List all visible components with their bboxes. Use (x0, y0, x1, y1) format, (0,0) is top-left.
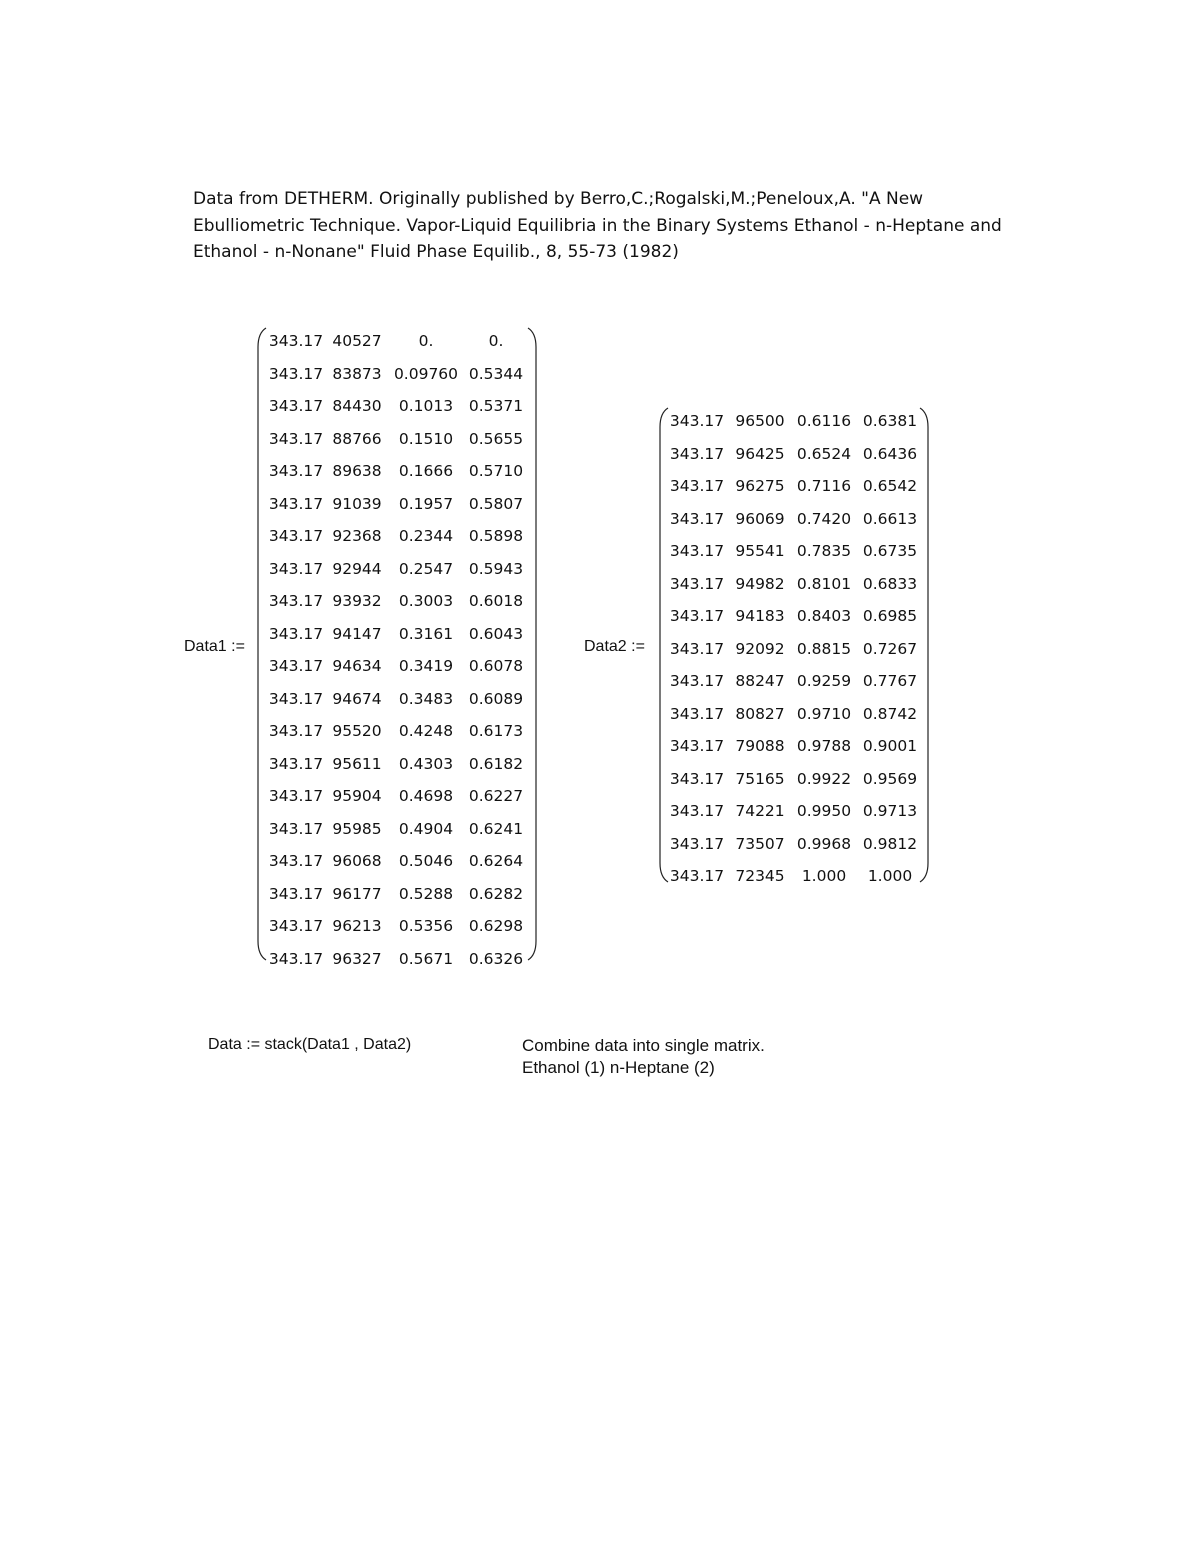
matrix-cell: 0.5046 (398, 852, 454, 871)
matrix-row (668, 763, 926, 796)
matrix-cell: 343.17 (268, 787, 324, 806)
matrix-cell: 94147 (332, 624, 382, 643)
matrix-cell: 0.5710 (468, 462, 524, 481)
matrix-row (267, 845, 529, 878)
matrix-cell: 0.6043 (468, 624, 524, 643)
matrix-cell: 96500 (735, 412, 785, 431)
matrix-cell: 343.17 (268, 527, 324, 546)
matrix-cell: 0.5344 (468, 364, 524, 383)
matrix-cell: 92092 (735, 639, 785, 658)
matrix-cell: 0.2344 (398, 527, 454, 546)
matrix-cell: 343.17 (268, 819, 324, 838)
matrix-cell: 0.9001 (862, 737, 918, 756)
matrix-cell: 94183 (735, 607, 785, 626)
matrix-cell: 0.9259 (796, 672, 852, 691)
matrix-row (668, 795, 926, 828)
matrix-cell: 0.6524 (796, 444, 852, 463)
matrix-cell: 343.17 (669, 867, 725, 886)
matrix-cell: 343.17 (669, 802, 725, 821)
matrix-cell: 0.5288 (398, 884, 454, 903)
matrix-cell: 0.5671 (398, 949, 454, 968)
matrix-cell: 96213 (332, 917, 382, 936)
matrix-cell: 343.17 (268, 689, 324, 708)
matrix-cell: 40527 (332, 332, 382, 351)
citation-line-3: Ethanol - n-Nonane" Fluid Phase Equilib., 8, 55-73 (1982) (193, 242, 679, 262)
matrix-cell: 94674 (332, 689, 382, 708)
matrix-cell: 343.17 (268, 429, 324, 448)
data1-matrix (256, 325, 538, 968)
matrix-cell: 343.17 (268, 722, 324, 741)
data2-label: Data2 := (584, 638, 645, 655)
matrix-cell: 0.9812 (862, 834, 918, 853)
matrix-row (267, 358, 529, 391)
matrix-cell: 343.17 (669, 509, 725, 528)
matrix-cell: 0.9710 (796, 704, 852, 723)
matrix-cell: 0.6018 (468, 592, 524, 611)
matrix-cell: 0.9950 (796, 802, 852, 821)
matrix-cell: 0.6173 (468, 722, 524, 741)
matrix-cell: 343.17 (669, 672, 725, 691)
citation-line-2: Ebulliometric Technique. Vapor-Liquid Equilibria in the Binary Systems Ethanol - n-Heptane and (193, 215, 1002, 236)
matrix-cell: 95541 (735, 542, 785, 561)
matrix-row (267, 488, 529, 521)
matrix-row (267, 748, 529, 781)
matrix-cell: 0.6381 (862, 412, 918, 431)
matrix-cell: 1.000 (801, 867, 847, 886)
matrix-cell: 92944 (332, 559, 382, 578)
matrix-cell: 0.6264 (468, 852, 524, 871)
matrix-cell: 0.5655 (468, 429, 524, 448)
data2-table (668, 405, 926, 893)
matrix-cell: 0.6182 (468, 754, 524, 773)
matrix-row (668, 470, 926, 503)
matrix-row (668, 828, 926, 861)
comment-line-2: Ethanol (1) n-Heptane (2) (522, 1058, 715, 1077)
matrix-cell: 0.6985 (862, 607, 918, 626)
matrix-cell: 0.9569 (862, 769, 918, 788)
matrix-cell: 0.09760 (393, 364, 459, 383)
matrix-cell: 343.17 (268, 884, 324, 903)
matrix-cell: 343.17 (669, 639, 725, 658)
matrix-row (267, 455, 529, 488)
matrix-cell: 0.6542 (862, 477, 918, 496)
matrix-row (267, 650, 529, 683)
matrix-cell: 0.7420 (796, 509, 852, 528)
matrix-cell: 0.7267 (862, 639, 918, 658)
matrix-cell: 0.6227 (468, 787, 524, 806)
matrix-cell: 72345 (735, 867, 785, 886)
matrix-cell: 0.1510 (398, 429, 454, 448)
matrix-cell: 96425 (735, 444, 785, 463)
citation-text (193, 186, 1002, 266)
matrix-cell: 343.17 (268, 949, 324, 968)
matrix-cell: 343.17 (669, 412, 725, 431)
data2-matrix (658, 405, 930, 885)
matrix-cell: 88766 (332, 429, 382, 448)
matrix-cell: 343.17 (268, 364, 324, 383)
matrix-row (267, 780, 529, 813)
matrix-row (267, 390, 529, 423)
matrix-cell: 96069 (735, 509, 785, 528)
matrix-cell: 83873 (332, 364, 382, 383)
matrix-cell: 79088 (735, 737, 785, 756)
matrix-cell: 0.3419 (398, 657, 454, 676)
matrix-cell: 343.17 (268, 624, 324, 643)
matrix-cell: 343.17 (268, 592, 324, 611)
matrix-cell: 0.8403 (796, 607, 852, 626)
matrix-cell: 0.6326 (468, 949, 524, 968)
matrix-cell: 0. (488, 332, 504, 351)
comment-line-1: Combine data into single matrix. (522, 1036, 765, 1055)
matrix-cell: 95611 (332, 754, 382, 773)
matrix-cell: 95904 (332, 787, 382, 806)
matrix-cell: 0. (418, 332, 434, 351)
matrix-cell: 92368 (332, 527, 382, 546)
matrix-row (668, 665, 926, 698)
matrix-cell: 75165 (735, 769, 785, 788)
matrix-row (668, 600, 926, 633)
matrix-row (668, 568, 926, 601)
matrix-row (267, 715, 529, 748)
matrix-cell: 0.4303 (398, 754, 454, 773)
matrix-cell: 343.17 (268, 332, 324, 351)
matrix-cell: 0.7116 (796, 477, 852, 496)
matrix-cell: 0.7835 (796, 542, 852, 561)
matrix-cell: 0.6735 (862, 542, 918, 561)
matrix-row (267, 943, 529, 976)
matrix-cell: 0.4248 (398, 722, 454, 741)
matrix-cell: 0.8815 (796, 639, 852, 658)
matrix-row (668, 698, 926, 731)
matrix-cell: 0.6089 (468, 689, 524, 708)
matrix-cell: 95985 (332, 819, 382, 838)
matrix-cell: 343.17 (268, 462, 324, 481)
matrix-row (668, 633, 926, 666)
matrix-cell: 343.17 (268, 559, 324, 578)
matrix-cell: 0.3483 (398, 689, 454, 708)
matrix-row (668, 730, 926, 763)
matrix-row (267, 553, 529, 586)
matrix-row (267, 520, 529, 553)
matrix-row (267, 878, 529, 911)
matrix-cell: 91039 (332, 494, 382, 513)
data1-table (267, 325, 529, 975)
matrix-cell: 95520 (332, 722, 382, 741)
matrix-cell: 0.8101 (796, 574, 852, 593)
matrix-cell: 94634 (332, 657, 382, 676)
matrix-cell: 0.6078 (468, 657, 524, 676)
matrix-cell: 343.17 (669, 769, 725, 788)
matrix-row (668, 438, 926, 471)
matrix-cell: 343.17 (669, 834, 725, 853)
matrix-cell: 89638 (332, 462, 382, 481)
matrix-cell: 0.9713 (862, 802, 918, 821)
data1-label: Data1 := (184, 638, 245, 655)
matrix-row (668, 860, 926, 893)
matrix-cell: 0.5356 (398, 917, 454, 936)
matrix-cell: 0.6436 (862, 444, 918, 463)
matrix-cell: 0.9968 (796, 834, 852, 853)
matrix-cell: 96177 (332, 884, 382, 903)
matrix-cell: 0.4698 (398, 787, 454, 806)
matrix-cell: 343.17 (268, 397, 324, 416)
matrix-cell: 93932 (332, 592, 382, 611)
matrix-cell: 0.9922 (796, 769, 852, 788)
matrix-cell: 96068 (332, 852, 382, 871)
matrix-cell: 96327 (332, 949, 382, 968)
matrix-cell: 0.8742 (862, 704, 918, 723)
comment-text (522, 1035, 765, 1079)
matrix-cell: 343.17 (268, 917, 324, 936)
matrix-cell: 0.1957 (398, 494, 454, 513)
matrix-cell: 343.17 (669, 444, 725, 463)
matrix-cell: 94982 (735, 574, 785, 593)
matrix-cell: 343.17 (669, 737, 725, 756)
matrix-cell: 343.17 (268, 754, 324, 773)
matrix-row (267, 910, 529, 943)
matrix-cell: 74221 (735, 802, 785, 821)
stack-formula: Data := stack(Data1 , Data2) (208, 1036, 412, 1053)
matrix-cell: 96275 (735, 477, 785, 496)
matrix-row (267, 423, 529, 456)
matrix-cell: 343.17 (268, 657, 324, 676)
matrix-cell: 0.9788 (796, 737, 852, 756)
matrix-cell: 0.5943 (468, 559, 524, 578)
matrix-cell: 343.17 (669, 477, 725, 496)
matrix-cell: 0.3161 (398, 624, 454, 643)
matrix-cell: 343.17 (669, 574, 725, 593)
matrix-cell: 0.4904 (398, 819, 454, 838)
matrix-cell: 0.6241 (468, 819, 524, 838)
matrix-cell: 0.6298 (468, 917, 524, 936)
matrix-row (668, 535, 926, 568)
matrix-row (267, 683, 529, 716)
matrix-cell: 73507 (735, 834, 785, 853)
matrix-cell: 1.000 (867, 867, 913, 886)
matrix-cell: 343.17 (268, 494, 324, 513)
matrix-cell: 0.1666 (398, 462, 454, 481)
matrix-cell: 80827 (735, 704, 785, 723)
citation-line-1: Data from DETHERM. Originally published by Berro,C.;Rogalski,M.;Peneloux,A. "A New (193, 189, 924, 209)
matrix-cell: 343.17 (669, 704, 725, 723)
matrix-row (267, 325, 529, 358)
matrix-cell: 84430 (332, 397, 382, 416)
matrix-row (668, 503, 926, 536)
matrix-cell: 0.6116 (796, 412, 852, 431)
matrix-cell: 343.17 (669, 542, 725, 561)
matrix-cell: 0.5898 (468, 527, 524, 546)
matrix-cell: 0.6282 (468, 884, 524, 903)
matrix-cell: 343.17 (669, 607, 725, 626)
matrix-cell: 0.3003 (398, 592, 454, 611)
matrix-cell: 0.1013 (398, 397, 454, 416)
matrix-cell: 0.2547 (398, 559, 454, 578)
matrix-row (267, 618, 529, 651)
matrix-row (267, 813, 529, 846)
matrix-cell: 343.17 (268, 852, 324, 871)
matrix-cell: 88247 (735, 672, 785, 691)
matrix-cell: 0.7767 (862, 672, 918, 691)
matrix-cell: 0.5371 (468, 397, 524, 416)
matrix-cell: 0.6833 (862, 574, 918, 593)
matrix-row (668, 405, 926, 438)
matrix-cell: 0.5807 (468, 494, 524, 513)
matrix-row (267, 585, 529, 618)
matrix-cell: 0.6613 (862, 509, 918, 528)
